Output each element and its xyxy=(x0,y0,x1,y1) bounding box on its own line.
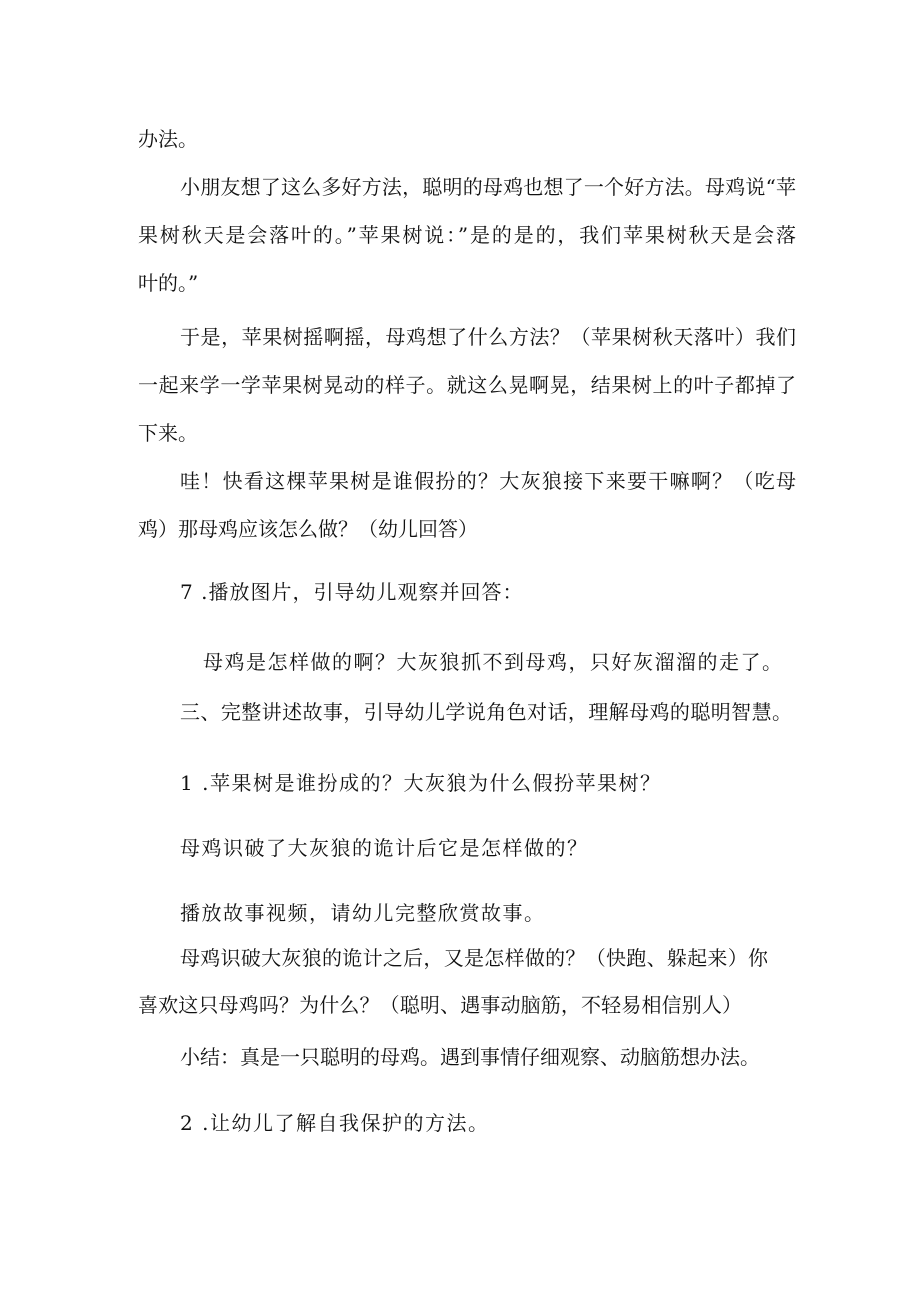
text-line: 7 .播放图片，引导幼儿观察并回答： xyxy=(180,580,524,604)
text-line: 办法。 xyxy=(138,127,198,151)
text-line: 鸡）那母鸡应该怎么做？（幼儿回答） xyxy=(138,517,478,541)
text-line: 叶的。” xyxy=(138,271,199,295)
text-line: 1 .苹果树是谁扮成的？大灰狼为什么假扮苹果树？ xyxy=(180,771,662,795)
text-line: 2 .让幼儿了解自我保护的方法。 xyxy=(180,1111,490,1135)
text-line: 播放故事视频，请幼儿完整欣赏故事。 xyxy=(180,901,546,925)
text-line: 一起来学一学苹果树晃动的样子。就这么晃啊晃，结果树上的叶子都掉了 xyxy=(138,373,796,397)
text-line: 母鸡识破了大灰狼的诡计后它是怎样做的？ xyxy=(180,836,589,860)
text-line: 母鸡是怎样做的啊？大灰狼抓不到母鸡，只好灰溜溜的走了。 xyxy=(203,650,784,674)
text-line: 小朋友想了这么多好方法，聪明的母鸡也想了一个好方法。母鸡说“苹 xyxy=(180,175,796,199)
text-line: 于是，苹果树摇啊摇，母鸡想了什么方法？（苹果树秋天落叶）我们 xyxy=(180,325,796,349)
text-line: 下来。 xyxy=(138,421,198,445)
text-line: 喜欢这只母鸡吗？为什么？（聪明、遇事动脑筋，不轻易相信别人） xyxy=(138,993,742,1017)
text-line: 果树秋天是会落叶的。”苹果树说：”是的是的，我们苹果树秋天是会落 xyxy=(138,223,796,247)
section-heading: 三、完整讲述故事，引导幼儿学说角色对话，理解母鸡的聪明智慧。 xyxy=(180,700,792,724)
text-line: 哇！快看这棵苹果树是谁假扮的？大灰狼接下来要干嘛啊？（吃母 xyxy=(180,469,796,493)
text-line: 小结：真是一只聪明的母鸡。遇到事情仔细观察、动脑筋想办法。 xyxy=(180,1045,760,1069)
text-line: 母鸡识破大灰狼的诡计之后，又是怎样做的？（快跑、躲起来）你 xyxy=(180,946,768,970)
